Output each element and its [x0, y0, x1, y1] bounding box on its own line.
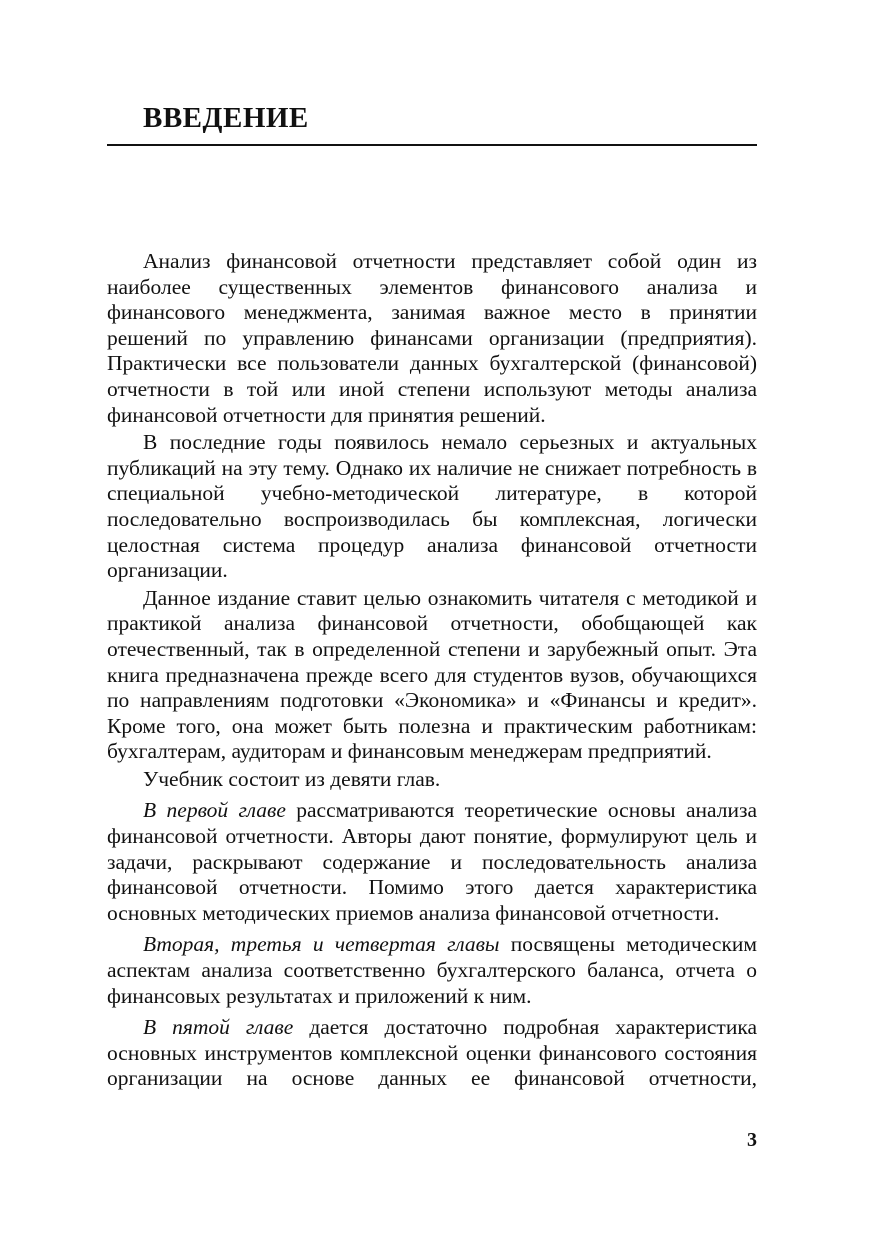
paragraph-analysis-role: Анализ финансовой отчетности представляет собой один из наиболее существенных элементов финансового анализа и финансового менеджмента, занимая важное место в принятии решений по управлению финансами организации (предприятия). Практически все пользователи данных бухгалтерской (финансовой) отчетности в той или иной степени используют методы анализа финансовой отчетности для принятия решений.	[107, 249, 757, 427]
chapters-two-four-description: посвящены методическим аспектам анализа соответственно бухгалтерского баланса, отчета о финансовых результатах и приложений к ним.	[107, 932, 757, 1008]
paragraph-chapters-two-four	[107, 932, 757, 1009]
chapter-five-lead: В пятой главе	[143, 1015, 294, 1040]
page-title: ВВЕДЕНИЕ	[143, 102, 309, 134]
chapter-five-description: дается достаточно подробная характеристика основных инструментов комплексной оценки финансового состояния организации на основе данных ее финансовой отчетности,	[107, 1015, 757, 1091]
introduction-text	[107, 249, 757, 1094]
page-number: 3	[747, 1129, 757, 1151]
paragraph-publications: В последние годы появилось немало серьезных и актуальных публикаций на эту тему. Однако их наличие не снижает потребность в специальной учебно-методической литературе, в которой последовательно воспроизводилась бы комплексная, логически целостная система процедур анализа финансовой отчетности организации.	[107, 430, 757, 583]
chapters-two-four-lead: Вторая, третья и четвертая главы	[143, 932, 500, 957]
paragraph-chapter-count: Учебник состоит из девяти глав.	[143, 766, 441, 791]
paragraph-chapter-five	[107, 1015, 757, 1092]
chapter-one-description: рассматриваются теоретические основы анализа финансовой отчетности. Авторы дают понятие, формулируют цель и задачи, раскрывают содержание и последовательность анализа финансовой отчетности. Помимо этого дается характеристика основных методических приемов анализа финансовой отчетности.	[107, 798, 757, 925]
chapter-one-lead: В первой главе	[143, 798, 286, 823]
title-divider	[107, 144, 757, 146]
paragraph-chapter-one	[107, 798, 757, 926]
paragraph-edition-goal: Данное издание ставит целью ознакомить читателя с методикой и практикой анализа финансовой отчетности, обобщающей как отечественный, так в определенной степени и зарубежный опыт. Эта книга предназначена прежде всего для студентов вузов, обучающихся по направлениям подготовки «Экономика» и «Финансы и кредит». Кроме того, она может быть полезна и практическим работникам: бухгалтерам, аудиторам и финансовым менеджерам предприятий.	[107, 585, 757, 764]
